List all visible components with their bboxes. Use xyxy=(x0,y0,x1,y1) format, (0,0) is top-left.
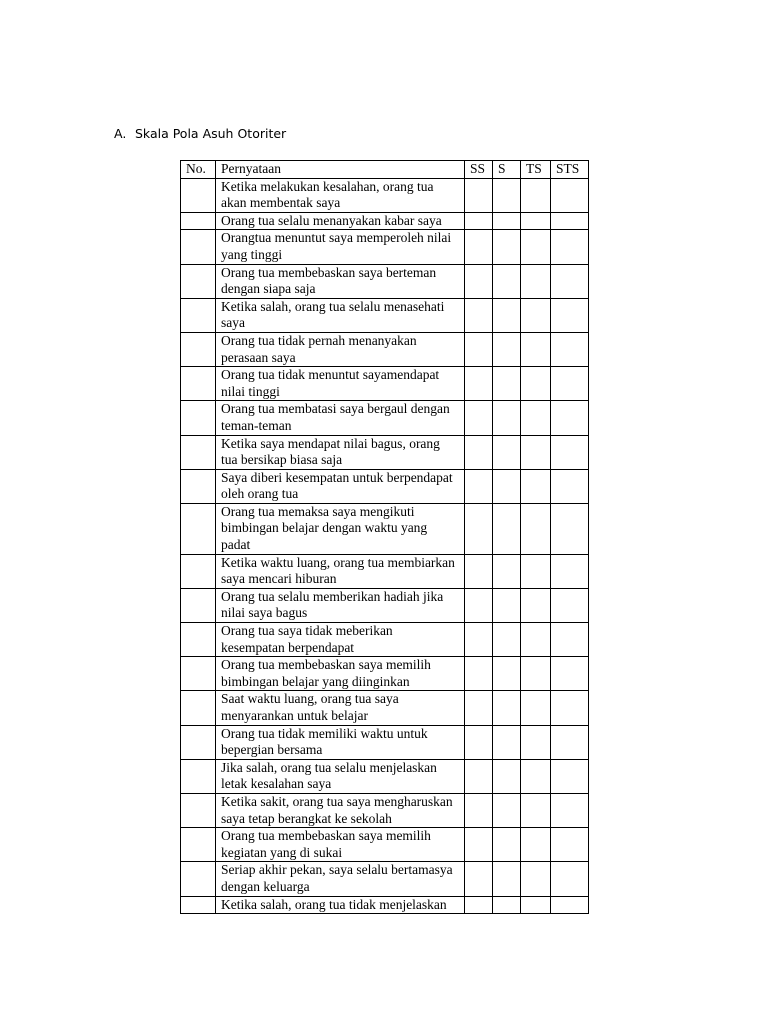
row-number-cell xyxy=(181,759,216,793)
answer-sts-cell[interactable] xyxy=(551,401,589,435)
row-number-cell xyxy=(181,657,216,691)
answer-ss-cell[interactable] xyxy=(465,332,493,366)
row-number-cell xyxy=(181,725,216,759)
answer-sts-cell[interactable] xyxy=(551,725,589,759)
statement-cell: Orang tua membatasi saya bergaul dengan teman-teman xyxy=(216,401,465,435)
answer-sts-cell[interactable] xyxy=(551,332,589,366)
row-number-cell xyxy=(181,793,216,827)
answer-ss-cell[interactable] xyxy=(465,691,493,725)
answer-sts-cell[interactable] xyxy=(551,212,589,230)
answer-ss-cell[interactable] xyxy=(465,212,493,230)
answer-ts-cell[interactable] xyxy=(521,332,551,366)
statement-cell: Orang tua saya tidak meberikan kesempatan berpendapat xyxy=(216,623,465,657)
answer-ts-cell[interactable] xyxy=(521,298,551,332)
answer-ss-cell[interactable] xyxy=(465,896,493,914)
row-number-cell xyxy=(181,828,216,862)
answer-ss-cell[interactable] xyxy=(465,862,493,896)
answer-sts-cell[interactable] xyxy=(551,828,589,862)
answer-s-cell[interactable] xyxy=(493,212,521,230)
row-number-cell xyxy=(181,554,216,588)
answer-sts-cell[interactable] xyxy=(551,623,589,657)
table-row xyxy=(181,230,589,264)
table-row xyxy=(181,298,589,332)
table-row xyxy=(181,367,589,401)
statement-cell: Jika salah, orang tua selalu menjelaskan letak kesalahan saya xyxy=(216,759,465,793)
row-number-cell xyxy=(181,503,216,554)
answer-ts-cell[interactable] xyxy=(521,725,551,759)
statement-cell: Ketika saya mendapat nilai bagus, orang tua bersikap biasa saja xyxy=(216,435,465,469)
row-number-cell xyxy=(181,264,216,298)
header-ts: TS xyxy=(521,161,551,179)
answer-sts-cell[interactable] xyxy=(551,896,589,914)
answer-s-cell[interactable] xyxy=(493,691,521,725)
row-number-cell xyxy=(181,230,216,264)
statement-cell: Orangtua menuntut saya memperoleh nilai yang tinggi xyxy=(216,230,465,264)
table-row xyxy=(181,469,589,503)
statement-cell: Orang tua membebaskan saya memilih kegiatan yang di sukai xyxy=(216,828,465,862)
statement-cell: Ketika melakukan kesalahan, orang tua akan membentak saya xyxy=(216,178,465,212)
table-header-row xyxy=(181,161,589,179)
statement-cell: Orang tua memaksa saya mengikuti bimbingan belajar dengan waktu yang padat xyxy=(216,503,465,554)
table-row xyxy=(181,212,589,230)
row-number-cell xyxy=(181,896,216,914)
table-row xyxy=(181,657,589,691)
table-row xyxy=(181,401,589,435)
answer-sts-cell[interactable] xyxy=(551,230,589,264)
row-number-cell xyxy=(181,862,216,896)
answer-s-cell[interactable] xyxy=(493,367,521,401)
answer-sts-cell[interactable] xyxy=(551,503,589,554)
answer-ss-cell[interactable] xyxy=(465,401,493,435)
row-number-cell xyxy=(181,435,216,469)
answer-ss-cell[interactable] xyxy=(465,298,493,332)
answer-s-cell[interactable] xyxy=(493,264,521,298)
table-row xyxy=(181,332,589,366)
header-statement: Pernyataan xyxy=(216,161,465,179)
answer-sts-cell[interactable] xyxy=(551,178,589,212)
table-row xyxy=(181,503,589,554)
header-s: S xyxy=(493,161,521,179)
statement-cell: Saya diberi kesempatan untuk berpendapat oleh orang tua xyxy=(216,469,465,503)
answer-s-cell[interactable] xyxy=(493,230,521,264)
answer-s-cell[interactable] xyxy=(493,332,521,366)
statement-cell: Orang tua tidak pernah menanyakan perasaan saya xyxy=(216,332,465,366)
table-row xyxy=(181,759,589,793)
answer-sts-cell[interactable] xyxy=(551,554,589,588)
answer-s-cell[interactable] xyxy=(493,725,521,759)
answer-s-cell[interactable] xyxy=(493,503,521,554)
answer-ts-cell[interactable] xyxy=(521,588,551,622)
answer-ts-cell[interactable] xyxy=(521,469,551,503)
row-number-cell xyxy=(181,332,216,366)
answer-sts-cell[interactable] xyxy=(551,469,589,503)
answer-ts-cell[interactable] xyxy=(521,862,551,896)
answer-ss-cell[interactable] xyxy=(465,657,493,691)
table-row xyxy=(181,725,589,759)
table-row xyxy=(181,178,589,212)
statement-cell: Ketika sakit, orang tua saya mengharuskan saya tetap berangkat ke sekolah xyxy=(216,793,465,827)
section-title: Skala Pola Asuh Otoriter xyxy=(135,126,287,141)
statement-cell: Ketika salah, orang tua selalu menasehati saya xyxy=(216,298,465,332)
table-row xyxy=(181,793,589,827)
table-row xyxy=(181,896,589,914)
answer-ts-cell[interactable] xyxy=(521,435,551,469)
answer-ts-cell[interactable] xyxy=(521,759,551,793)
statement-cell: Orang tua tidak menuntut sayamendapat nilai tinggi xyxy=(216,367,465,401)
questionnaire-table xyxy=(180,160,589,914)
answer-s-cell[interactable] xyxy=(493,896,521,914)
answer-ts-cell[interactable] xyxy=(521,212,551,230)
answer-s-cell[interactable] xyxy=(493,657,521,691)
answer-ts-cell[interactable] xyxy=(521,623,551,657)
table-row xyxy=(181,828,589,862)
table-row xyxy=(181,554,589,588)
answer-s-cell[interactable] xyxy=(493,759,521,793)
answer-sts-cell[interactable] xyxy=(551,264,589,298)
answer-s-cell[interactable] xyxy=(493,469,521,503)
section-heading xyxy=(114,126,286,141)
answer-ts-cell[interactable] xyxy=(521,691,551,725)
statement-cell: Orang tua selalu memberikan hadiah jika nilai saya bagus xyxy=(216,588,465,622)
statement-cell: Orang tua selalu menanyakan kabar saya xyxy=(216,212,465,230)
statement-cell: Orang tua membebaskan saya berteman dengan siapa saja xyxy=(216,264,465,298)
answer-sts-cell[interactable] xyxy=(551,862,589,896)
answer-ss-cell[interactable] xyxy=(465,469,493,503)
statement-cell: Orang tua tidak memiliki waktu untuk bepergian bersama xyxy=(216,725,465,759)
table-row xyxy=(181,588,589,622)
row-number-cell xyxy=(181,298,216,332)
table-row xyxy=(181,435,589,469)
answer-ts-cell[interactable] xyxy=(521,264,551,298)
answer-ss-cell[interactable] xyxy=(465,178,493,212)
row-number-cell xyxy=(181,588,216,622)
statement-cell: Ketika waktu luang, orang tua membiarkan saya mencari hiburan xyxy=(216,554,465,588)
answer-ss-cell[interactable] xyxy=(465,588,493,622)
answer-ts-cell[interactable] xyxy=(521,178,551,212)
answer-ss-cell[interactable] xyxy=(465,793,493,827)
row-number-cell xyxy=(181,367,216,401)
answer-sts-cell[interactable] xyxy=(551,759,589,793)
answer-s-cell[interactable] xyxy=(493,623,521,657)
section-marker: A. xyxy=(114,126,127,141)
answer-s-cell[interactable] xyxy=(493,862,521,896)
row-number-cell xyxy=(181,212,216,230)
answer-s-cell[interactable] xyxy=(493,554,521,588)
answer-ss-cell[interactable] xyxy=(465,828,493,862)
row-number-cell xyxy=(181,691,216,725)
row-number-cell xyxy=(181,469,216,503)
table-row xyxy=(181,691,589,725)
answer-sts-cell[interactable] xyxy=(551,367,589,401)
answer-sts-cell[interactable] xyxy=(551,691,589,725)
row-number-cell xyxy=(181,623,216,657)
answer-ss-cell[interactable] xyxy=(465,230,493,264)
answer-sts-cell[interactable] xyxy=(551,298,589,332)
answer-sts-cell[interactable] xyxy=(551,793,589,827)
statement-cell: Seriap akhir pekan, saya selalu bertamasya dengan keluarga xyxy=(216,862,465,896)
row-number-cell xyxy=(181,401,216,435)
answer-s-cell[interactable] xyxy=(493,828,521,862)
answer-ts-cell[interactable] xyxy=(521,401,551,435)
table-row xyxy=(181,623,589,657)
answer-s-cell[interactable] xyxy=(493,793,521,827)
header-sts: STS xyxy=(551,161,589,179)
answer-ss-cell[interactable] xyxy=(465,554,493,588)
answer-ts-cell[interactable] xyxy=(521,503,551,554)
statement-cell: Saat waktu luang, orang tua saya menyarankan untuk belajar xyxy=(216,691,465,725)
table-row xyxy=(181,862,589,896)
answer-s-cell[interactable] xyxy=(493,435,521,469)
answer-s-cell[interactable] xyxy=(493,588,521,622)
answer-s-cell[interactable] xyxy=(493,298,521,332)
answer-ts-cell[interactable] xyxy=(521,230,551,264)
answer-ts-cell[interactable] xyxy=(521,828,551,862)
answer-ss-cell[interactable] xyxy=(465,503,493,554)
answer-ts-cell[interactable] xyxy=(521,657,551,691)
answer-ss-cell[interactable] xyxy=(465,367,493,401)
answer-ss-cell[interactable] xyxy=(465,759,493,793)
statement-cell: Ketika salah, orang tua tidak menjelaskan xyxy=(216,896,465,914)
answer-ts-cell[interactable] xyxy=(521,793,551,827)
answer-sts-cell[interactable] xyxy=(551,657,589,691)
statement-cell: Orang tua membebaskan saya memilih bimbingan belajar yang diinginkan xyxy=(216,657,465,691)
answer-s-cell[interactable] xyxy=(493,178,521,212)
header-ss: SS xyxy=(465,161,493,179)
answer-ts-cell[interactable] xyxy=(521,554,551,588)
answer-ss-cell[interactable] xyxy=(465,725,493,759)
answer-ts-cell[interactable] xyxy=(521,896,551,914)
answer-ss-cell[interactable] xyxy=(465,623,493,657)
answer-sts-cell[interactable] xyxy=(551,435,589,469)
answer-ss-cell[interactable] xyxy=(465,435,493,469)
answer-ts-cell[interactable] xyxy=(521,367,551,401)
answer-ss-cell[interactable] xyxy=(465,264,493,298)
table-body xyxy=(181,178,589,914)
table-row xyxy=(181,264,589,298)
answer-s-cell[interactable] xyxy=(493,401,521,435)
row-number-cell xyxy=(181,178,216,212)
header-no: No. xyxy=(181,161,216,179)
answer-sts-cell[interactable] xyxy=(551,588,589,622)
